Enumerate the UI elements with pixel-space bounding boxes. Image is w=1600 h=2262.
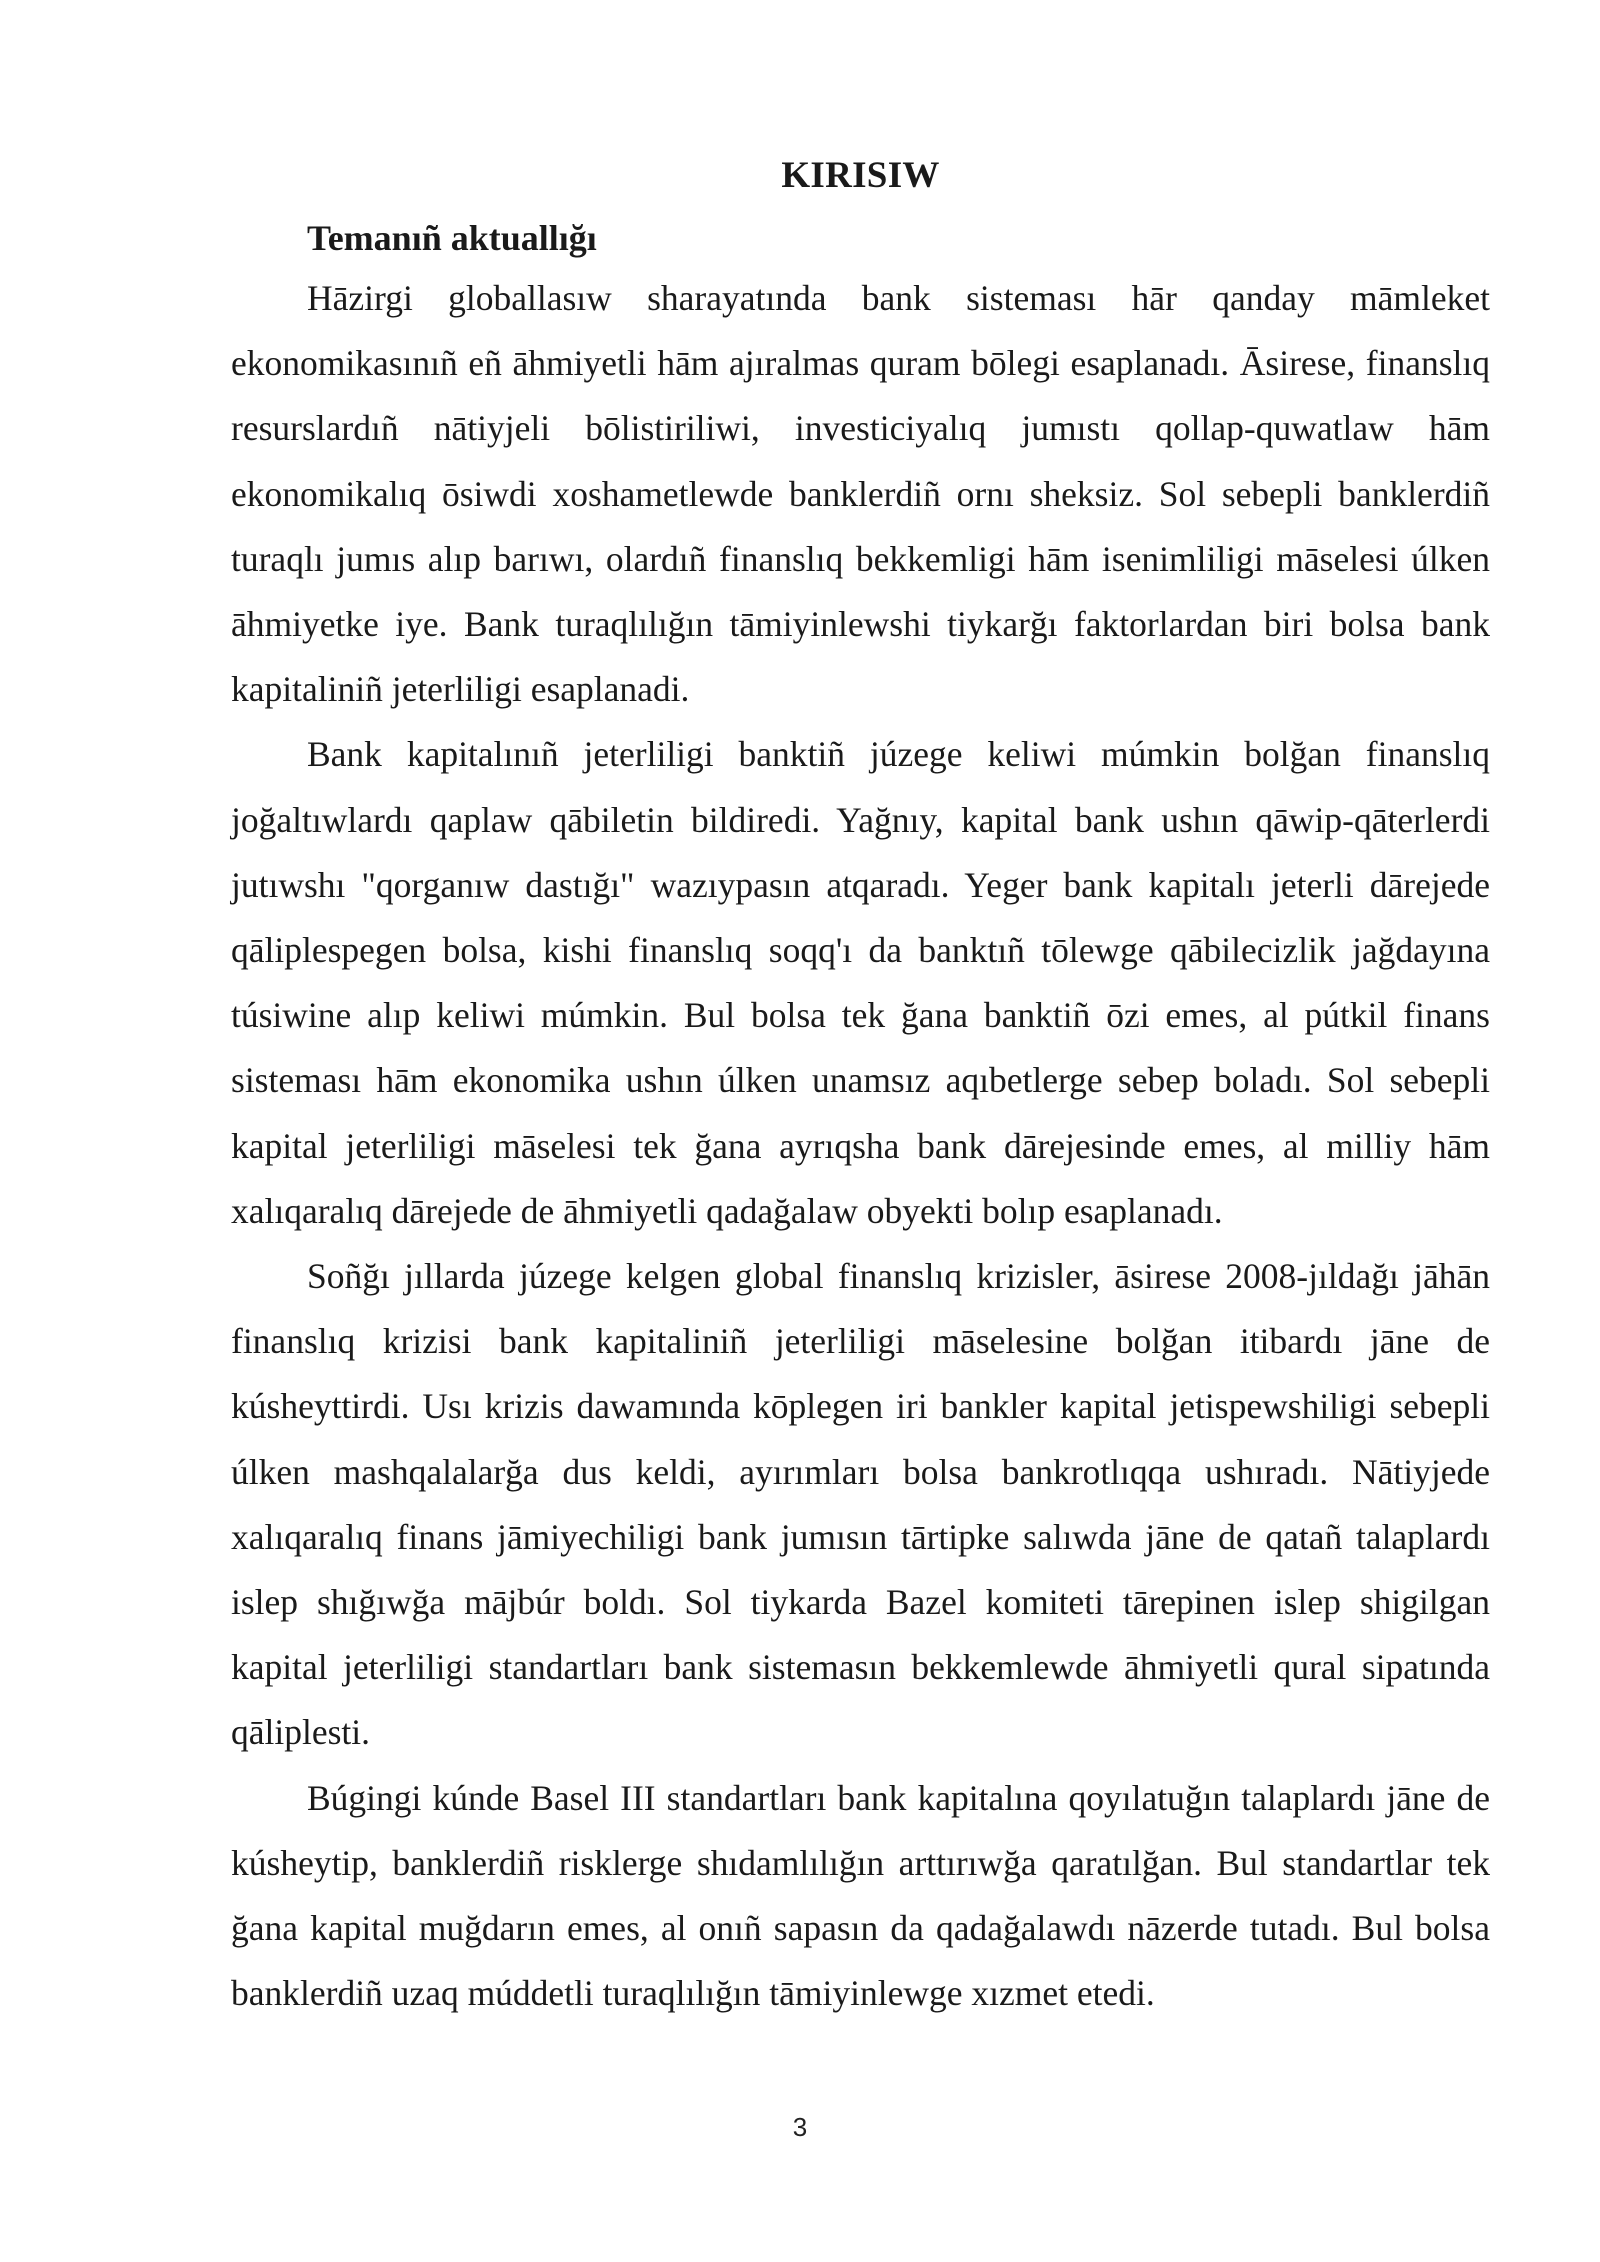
paragraph-4: Búgingi kúnde Basel III standartları bank kapitalına qoyılatuğın talaplardı jāne de kúsheytip, banklerdiñ risklerge shıdamlılığın arttırıwğa qaratılğan. Bul standartlar tek ğana kapital muğdarın emes, al onıñ sapasın da qadağalawdı nāzerde tutadı. Bul bolsa banklerdiñ uzaq múddetli turaqlılığın tāmiyinlewge xızmet etedi. <box>231 1777 1490 2014</box>
paragraph-1: Hāzirgi globallasıw sharayatında bank sisteması hār qanday māmleket ekonomikasınıñ eñ āhmiyetli hām ajıralmas quram bōlegi esaplanadı. Āsirese, finanslıq resurslardıñ nātiyjeli bōlistiriliwi, investiciyalıq jumıstı qollap-quwatlaw hām ekonomikalıq ōsiwdi xoshametlewde banklerdiñ ornı sheksiz. Sol sebepli banklerdiñ turaqlı jumıs alıp barıwı, olardıñ finanslıq bekkemligi hām isenimliligi māselesi úlken āhmiyetke iye. Bank turaqlılığın tāmiyinlewshi tiykarğı faktorlardan biri bolsa bank kapitaliniñ jeterliligi esaplanadi. <box>231 278 1490 710</box>
page-body <box>231 150 1490 2026</box>
paragraph-3: Soñğı jıllarda júzege kelgen global finanslıq krizisler, āsirese 2008-jıldağı jāhān finanslıq krizisi bank kapitaliniñ jeterliligi māselesine bolğan itibardı jāne de kúsheyttirdi. Usı krizis dawamında kōplegen iri bankler kapital jetispewshiligi sebepli úlken mashqalalarğa dus keldi, ayırımları bolsa bankrotlıqqa ushıradı. Nātiyjede xalıqaralıq finans jāmiyechiligi bank jumısın tārtipke salıwda jāne de qatañ talaplardı islep shığıwğa mājbúr boldı. Sol tiykarda Bazel komiteti tārepinen islep shigilgan kapital jeterliligi standartları bank sistemasın bekkemlewde āhmiyetli qural sipatında qāliplesti. <box>231 1256 1490 1753</box>
paragraph-2: Bank kapitalınıñ jeterliligi banktiñ júzege keliwi múmkin bolğan finanslıq joğaltıwlardı qaplaw qābiletin bildiredi. Yağnıy, kapital bank ushın qāwip-qāterlerdi jutıwshı "qorganıw dastığı" wazıypasın atqaradı. Yeger bank kapitalı jeterli dārejede qāliplespegen bolsa, kishi finanslıq soqq'ı da banktıñ tōlewge qābilecizlik jağdayına túsiwine alıp keliwi múmkin. Bul bolsa tek ğana banktiñ ōzi emes, al pútkil finans sisteması hām ekonomika ushın úlken unamsız aqıbetlerge sebep boladı. Sol sebepli kapital jeterliligi māselesi tek ğana ayrıqsha bank dārejesinde emes, al milliy hām xalıqaralıq dārejede de āhmiyetli qadağalaw obyekti bolıp esaplanadı. <box>231 734 1490 1231</box>
page-title: KIRISIW <box>781 155 940 196</box>
section-heading: Temanıñ aktuallığı <box>307 218 597 258</box>
page-number: 3 <box>792 2112 808 2142</box>
